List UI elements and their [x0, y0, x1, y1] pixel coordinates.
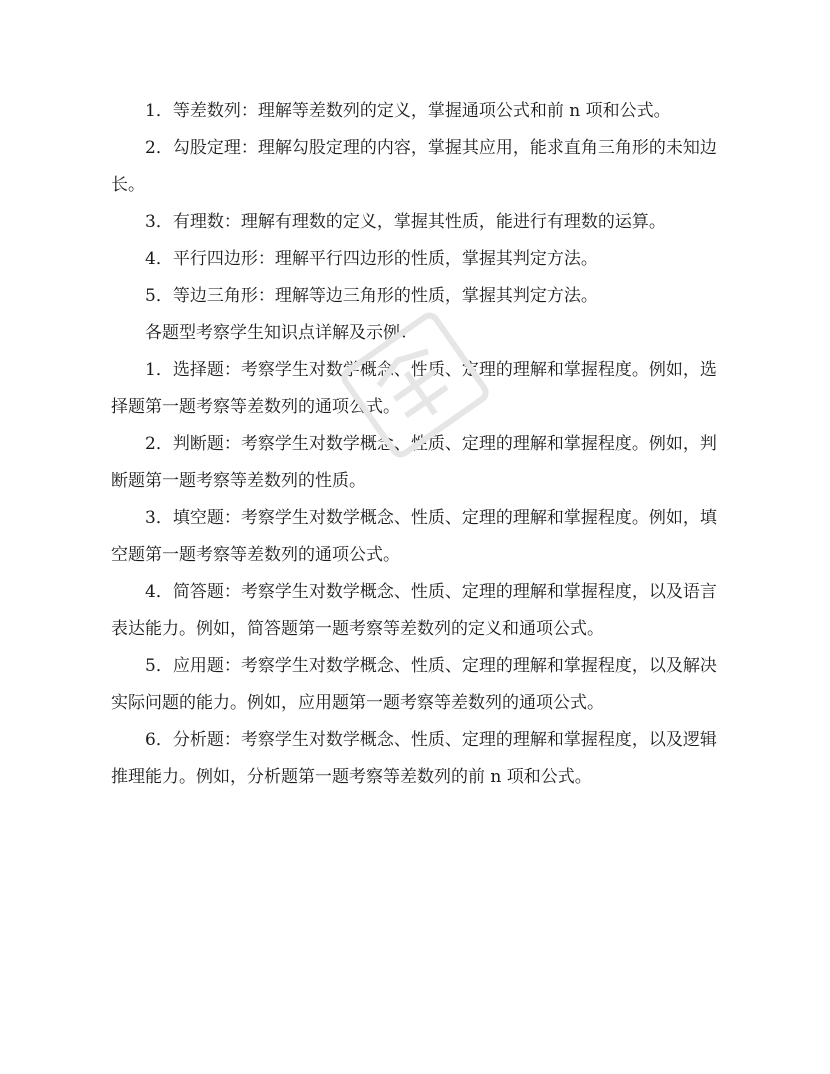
knowledge-item-1: 1．等差数列：理解等差数列的定义，掌握通项公式和前 n 项和公式。 — [145, 101, 671, 121]
question-type-5: 5．应用题：考察学生对数学概念、性质、定理的理解和掌握程度，以及解决实际问题的能力。例如，应用题第一题考察等差数列的通项公式。 — [111, 656, 717, 713]
knowledge-item-4: 4．平行四边形：理解平行四边形的性质，掌握其判定方法。 — [145, 249, 598, 269]
knowledge-item-3: 3．有理数：理解有理数的定义，掌握其性质，能进行有理数的运算。 — [145, 212, 666, 232]
knowledge-item-5: 5．等边三角形：理解等边三角形的性质，掌握其判定方法。 — [145, 286, 598, 306]
document-body — [111, 93, 725, 796]
question-type-2: 2．判断题：考察学生对数学概念、性质、定理的理解和掌握程度。例如，判断题第一题考察等差数列的性质。 — [111, 434, 717, 491]
knowledge-item-2: 2．勾股定理：理解勾股定理的内容，掌握其应用，能求直角三角形的未知边长。 — [111, 138, 717, 195]
question-type-1: 1．选择题：考察学生对数学概念、性质、定理的理解和掌握程度。例如，选择题第一题考察等差数列的通项公式。 — [111, 360, 717, 417]
question-type-3: 3．填空题：考察学生对数学概念、性质、定理的理解和掌握程度。例如，填空题第一题考察等差数列的通项公式。 — [111, 508, 717, 565]
question-type-6: 6．分析题：考察学生对数学概念、性质、定理的理解和掌握程度，以及逻辑推理能力。例如，分析题第一题考察等差数列的前 n 项和公式。 — [111, 730, 717, 787]
question-type-4: 4．简答题：考察学生对数学概念、性质、定理的理解和掌握程度，以及语言表达能力。例如，简答题第一题考察等差数列的定义和通项公式。 — [111, 582, 717, 639]
section-heading: 各题型考察学生知识点详解及示例： — [145, 323, 417, 343]
